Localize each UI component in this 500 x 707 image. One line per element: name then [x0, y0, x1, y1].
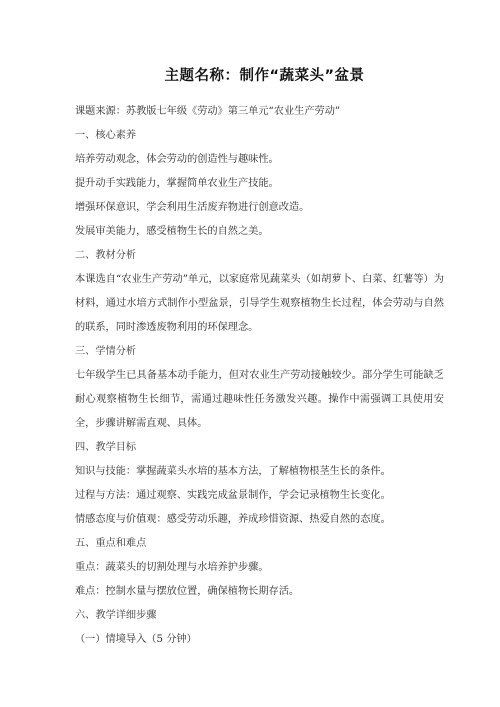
core-literacy-item: 发展审美能力，感受植物生长的自然之美。 — [75, 226, 269, 237]
core-literacy-item: 增强环保意识，学会利用生活废弃物进行创意改造。 — [75, 202, 310, 213]
core-literacy-item: 培养劳动观念，体会劳动的创造性与趣味性。 — [75, 154, 279, 165]
course-source: 课题来源：苏教版七年级《劳动》第三单元“农业生产劳动” — [75, 106, 341, 117]
document-title: 主题名称：制作“蔬菜头”盆景 — [164, 68, 365, 84]
section-heading-core-literacy: 一、核心素养 — [75, 130, 137, 141]
section-heading-teaching-steps: 六、教学详细步骤 — [75, 610, 157, 621]
core-literacy-item: 提升动手实践能力，掌握简单农业生产技能。 — [75, 178, 279, 189]
difficult-point-item: 难点：控制水量与摆放位置，确保植物长期存活。 — [75, 586, 300, 597]
textbook-analysis-paragraph: 本课选自“农业生产劳动”单元，以家庭常见蔬菜头（如胡萝卜、白菜、红薯等）为材料，通过水培方式制作小型盆景，引导学生观察植物生长过程，体会劳动与自然的联系，同时渗透废物利用的环保理念。 — [75, 274, 444, 333]
student-analysis-paragraph: 七年级学生已具备基本动手能力，但对农业生产劳动接触较少。部分学生可能缺乏耐心观察植物生长细节，需通过趣味性任务激发兴趣。操作中需强调工具使用安全，步骤讲解需直观、具体。 — [75, 370, 444, 429]
section-heading-student-analysis: 三、学情分析 — [75, 346, 137, 357]
teaching-goal-item: 过程与方法：通过观察、实践完成盆景制作，学会记录植物生长变化。 — [75, 490, 391, 501]
section-heading-teaching-goals: 四、教学目标 — [75, 442, 137, 453]
key-point-item: 重点：蔬菜头的切割处理与水培养护步骤。 — [75, 562, 269, 573]
section-heading-key-points: 五、重点和难点 — [75, 538, 147, 549]
teaching-step-item: （一）情境导入（5 分钟） — [75, 634, 197, 645]
teaching-goal-item: 情感态度与价值观：感受劳动乐趣，养成珍惜资源、热爱自然的态度。 — [75, 514, 391, 525]
teaching-goal-item: 知识与技能：掌握蔬菜头水培的基本方法，了解植物根茎生长的条件。 — [75, 466, 391, 477]
section-heading-textbook-analysis: 二、教材分析 — [75, 250, 137, 261]
